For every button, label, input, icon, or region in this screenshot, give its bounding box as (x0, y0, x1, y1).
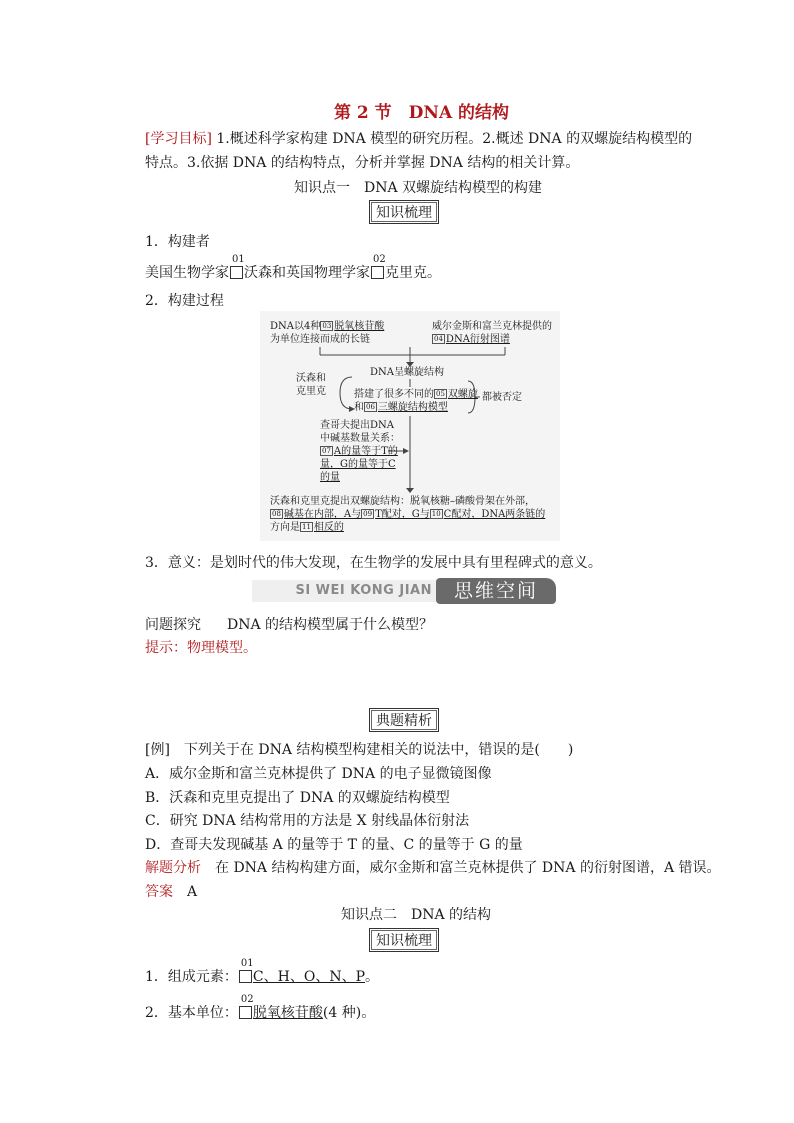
objectives-label: [学习目标] (145, 131, 212, 147)
learning-objectives-line1 (145, 128, 692, 148)
item-prefix: 1．组成元素： (145, 969, 238, 985)
diagram-build (354, 388, 478, 414)
diagram-text: 为单位连接而成的长链 (270, 334, 370, 345)
blank-number: 02 (240, 994, 254, 1005)
blank-number: 05 (436, 390, 445, 398)
diagram-rejected: 都被否定 (482, 392, 522, 403)
section2-item2 (145, 994, 376, 1022)
diagram-final (270, 495, 545, 534)
diagram-text: 沃森和 (296, 373, 326, 384)
item-prefix: 2．基本单位： (145, 1005, 238, 1021)
diagram-answer: T配对，G与 (375, 509, 430, 520)
diagram-center: DNA呈螺旋结构 (370, 367, 444, 378)
example-box: 典题精析 (369, 708, 439, 732)
diagram-answer: 量，G的量等于C (320, 459, 396, 470)
diagram-text: 方向是 (270, 522, 300, 533)
analysis (145, 857, 721, 877)
analysis-label: 解题分析 (145, 860, 201, 876)
banner-title: 思维空间 (436, 578, 556, 604)
section1-knowledge-box: 知识梳理 (369, 200, 439, 224)
diagram-answer: 脱氧核苷酸 (334, 321, 385, 332)
item1-mid: 和英国物理学家 (272, 265, 370, 281)
objectives-text-2: 特点。3.依据 DNA 的结构特点，分析并掌握 DNA 结构的相关计算。 (145, 155, 580, 171)
option-d: D．查哥夫发现碱基 A 的量等于 T 的量、C 的量等于 G 的量 (145, 837, 523, 853)
diagram-left-label (296, 372, 326, 398)
blank-marker-icon (239, 958, 254, 983)
blank-marker-icon (230, 254, 245, 279)
blank-number: 04 (434, 335, 443, 343)
item-end: 。 (365, 969, 379, 985)
blank-number: 08 (272, 510, 281, 518)
section2-knowledge-box: 知识梳理 (369, 928, 439, 952)
blank-number: 07 (322, 447, 331, 455)
question (145, 614, 433, 634)
option-c: C．研究 DNA 结构常用的方法是 X 射线晶体衍射法 (145, 813, 470, 829)
item-answer: C、H、O、N、P (252, 969, 365, 985)
item1-title: 1．构建者 (145, 234, 210, 250)
diagram-text: DNA以4种 (270, 321, 321, 332)
section2-heading: 知识点二 DNA 的结构 (341, 907, 492, 923)
diagram-text: 查哥夫提出DNA (320, 420, 394, 431)
diagram-answer: 相反的 (313, 522, 344, 533)
hint-label: 提示： (145, 640, 187, 656)
objectives-text-1: 1.概述科学家构建 DNA 模型的研究历程。2.概述 DNA 的双螺旋结构模型的 (216, 131, 693, 147)
blank-number: 11 (302, 523, 311, 531)
diagram-text: 威尔金斯和富兰克林提供的 (432, 321, 552, 332)
thinking-space-banner (252, 578, 558, 604)
blank-number: 10 (431, 510, 441, 518)
question-label: 问题探究 (145, 617, 201, 633)
item-end: (4 种)。 (322, 1005, 376, 1021)
blank-number: 02 (373, 254, 386, 265)
item-answer: 脱氧核苷酸 (252, 1005, 323, 1021)
diagram-text: 中碱基数量关系： (320, 433, 400, 444)
page-title: 第 2 节 DNA 的结构 (334, 103, 510, 123)
banner-pinyin: SI WEI KONG JIAN (252, 580, 438, 602)
diagram-text: 搭建了很多不同的 (354, 389, 434, 400)
diagram-text: 克里克 (296, 386, 326, 397)
item1-prefix: 美国生物学家 (145, 265, 229, 281)
construction-process-diagram (260, 311, 560, 541)
blank-marker-icon (371, 254, 386, 279)
item3-text: 3．意义：是划时代的伟大发现，在生物学的发展中具有里程碑式的意义。 (145, 555, 602, 571)
section2-item1 (145, 958, 379, 986)
item1-name2: 克里克 (385, 265, 427, 281)
diagram-answer: 碱基在内部，A与 (283, 509, 362, 520)
blank-number: 09 (363, 510, 373, 518)
diagram-answer: A的量等于T的 (333, 446, 398, 457)
diagram-answer: 双螺旋 (447, 389, 478, 400)
answer (145, 881, 197, 901)
section1-heading: 知识点一 DNA 双螺旋结构模型的构建 (294, 180, 543, 196)
diagram-box1 (270, 320, 384, 346)
blank-number: 06 (366, 403, 375, 411)
diagram-box2 (432, 320, 552, 346)
diagram-answer: 三螺旋结构模型 (377, 402, 448, 413)
hint-text: 物理模型。 (187, 640, 257, 656)
diagram-answer: C配对，DNA两条链的 (443, 509, 546, 520)
hint (145, 637, 257, 657)
blank-number: 03 (322, 322, 332, 330)
answer-label: 答案 (145, 884, 173, 900)
blank-number: 01 (240, 958, 254, 969)
option-a: A．威尔金斯和富兰克林提供了 DNA 的电子显微镜图像 (145, 766, 492, 782)
question-text: DNA 的结构模型属于什么模型？ (227, 617, 434, 633)
example-stem: [例] 下列关于在 DNA 结构模型构建相关的说法中，错误的是( ) (145, 742, 574, 758)
item1-end: 。 (427, 265, 441, 281)
analysis-text: 在 DNA 结构构建方面，威尔金斯和富兰克林提供了 DNA 的衍射图谱，A 错误。 (215, 860, 721, 876)
diagram-answer: DNA衍射图谱 (445, 334, 510, 345)
diagram-text: 和 (354, 402, 364, 413)
item1-name1: 沃森 (244, 265, 272, 281)
blank-number: 01 (232, 254, 245, 265)
diagram-text: 沃森和克里克提出双螺旋结构：脱氧核糖–磷酸骨架在外部， (270, 496, 535, 507)
blank-marker-icon (239, 994, 254, 1019)
item1-text (145, 254, 441, 282)
diagram-chargaff (320, 419, 400, 484)
diagram-answer: 的量 (320, 472, 340, 483)
answer-text: A (187, 884, 198, 900)
item2-title: 2．构建过程 (145, 293, 224, 309)
option-b: B．沃森和克里克提出了 DNA 的双螺旋结构模型 (145, 790, 450, 806)
